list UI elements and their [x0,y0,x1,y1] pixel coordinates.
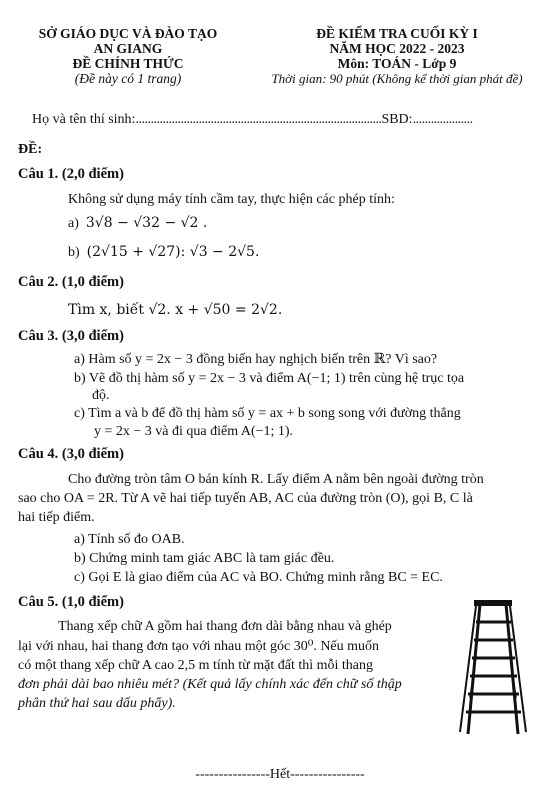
student-info-line [32,111,532,128]
q1-b [68,244,259,261]
q3-b-line1: b) Vẽ đồ thị hàm số y = 2x − 3 và điểm A(−1; 1) trên cùng hệ trục tọa [74,371,465,386]
q3-c-line1: c) Tìm a và b để đồ thị hàm số y = ax + b song song với đường thẳng [74,406,461,421]
q1-a-expr: 3√8 − √32 − √2 . [85,215,208,231]
q3-c-line2: y = 2x − 3 và đi qua điểm A(−1; 1). [94,424,294,439]
name-dots: .................................................................................. [135,112,382,127]
school-year: NĂM HỌC 2022 - 2023 [329,41,465,56]
end-marker [170,766,390,783]
q1-a-label: a) [68,216,79,231]
q1-b-expr: (2√15 + √27): √3 − 2√5. [86,244,260,260]
exam-title: ĐỀ KIỂM TRA CUỐI KỲ I [316,26,478,41]
q4-para-line1: Cho đường tròn tâm O bán kính R. Lấy điểm A nằm bên ngoài đường tròn [68,472,484,487]
page-count-note: (Đề này có 1 trang) [74,71,182,86]
name-label: Họ và tên thí sinh: [32,112,136,127]
subject: Môn: TOÁN - Lớp 9 [337,56,457,71]
q4-para-line3: hai tiếp điểm. [18,510,95,525]
end-dashes-right: ---------------- [290,767,365,782]
q5-title: Câu 5. (1,0 điểm) [18,594,124,610]
q3-b-line2: độ. [92,388,110,403]
q4-para-line2: sao cho OA = 2R. Từ A vẽ hai tiếp tuyến AB, AC của đường tròn (O), gọi B, C là [18,491,473,506]
end-label: Hết [269,767,291,782]
department-name: SỞ GIÁO DỤC VÀ ĐÀO TẠO [38,26,218,41]
q1-a [68,215,207,232]
header-left [0,26,256,86]
time-note: Thời gian: 90 phút (Không kể thời gian phát đề) [271,71,523,86]
q4-title: Câu 4. (3,0 điểm) [18,446,124,462]
end-dashes-left: ---------------- [195,767,270,782]
ladder-illustration [456,596,530,738]
q5-line3: có một thang xếp chữ A cao 2,5 m tính từ mặt đất thì mỗi thang [18,658,374,673]
province-name: AN GIANG [93,41,163,56]
q3-a: a) Hàm số y = 2x − 3 đồng biến hay nghịch biến trên ℝ? Vì sao? [74,352,438,367]
q5-line1: Thang xếp chữ A gồm hai thang đơn dài bằng nhau và ghép [58,619,392,634]
q2-text: Tìm x, biết √2. x + √50 = 2√2. [68,302,283,318]
q4-b: b) Chứng minh tam giác ABC là tam giác đều. [74,551,335,566]
q5-line5: phân thứ hai sau dấu phẩy). [18,696,176,711]
q3-title: Câu 3. (3,0 điểm) [18,328,124,344]
sbd-dots: .................... [412,112,473,127]
q1-intro: Không sử dụng máy tính cầm tay, thực hiện các phép tính: [68,192,395,207]
de-label: ĐỀ: [18,142,43,157]
header-right [236,26,558,86]
q4-c: c) Gọi E là giao điểm của AC và BO. Chứng minh rằng BC = EC. [74,570,443,585]
q1-title: Câu 1. (2,0 điểm) [18,166,124,182]
q5-line4 [18,676,402,693]
q5-line4-text: đơn phải dài bao nhiêu mét? (Kết quả lấy chính xác đến chữ số thập [18,677,402,692]
sbd-label: SBD: [381,112,413,127]
official-label: ĐỀ CHÍNH THỨC [72,56,184,71]
q5-line2: lại với nhau, hai thang đơn tạo với nhau một góc 30⁰. Nếu muốn [18,639,380,654]
q1-b-label: b) [68,245,80,260]
q4-a: a) Tính số đo OAB. [74,532,185,547]
q2-title: Câu 2. (1,0 điểm) [18,274,124,290]
